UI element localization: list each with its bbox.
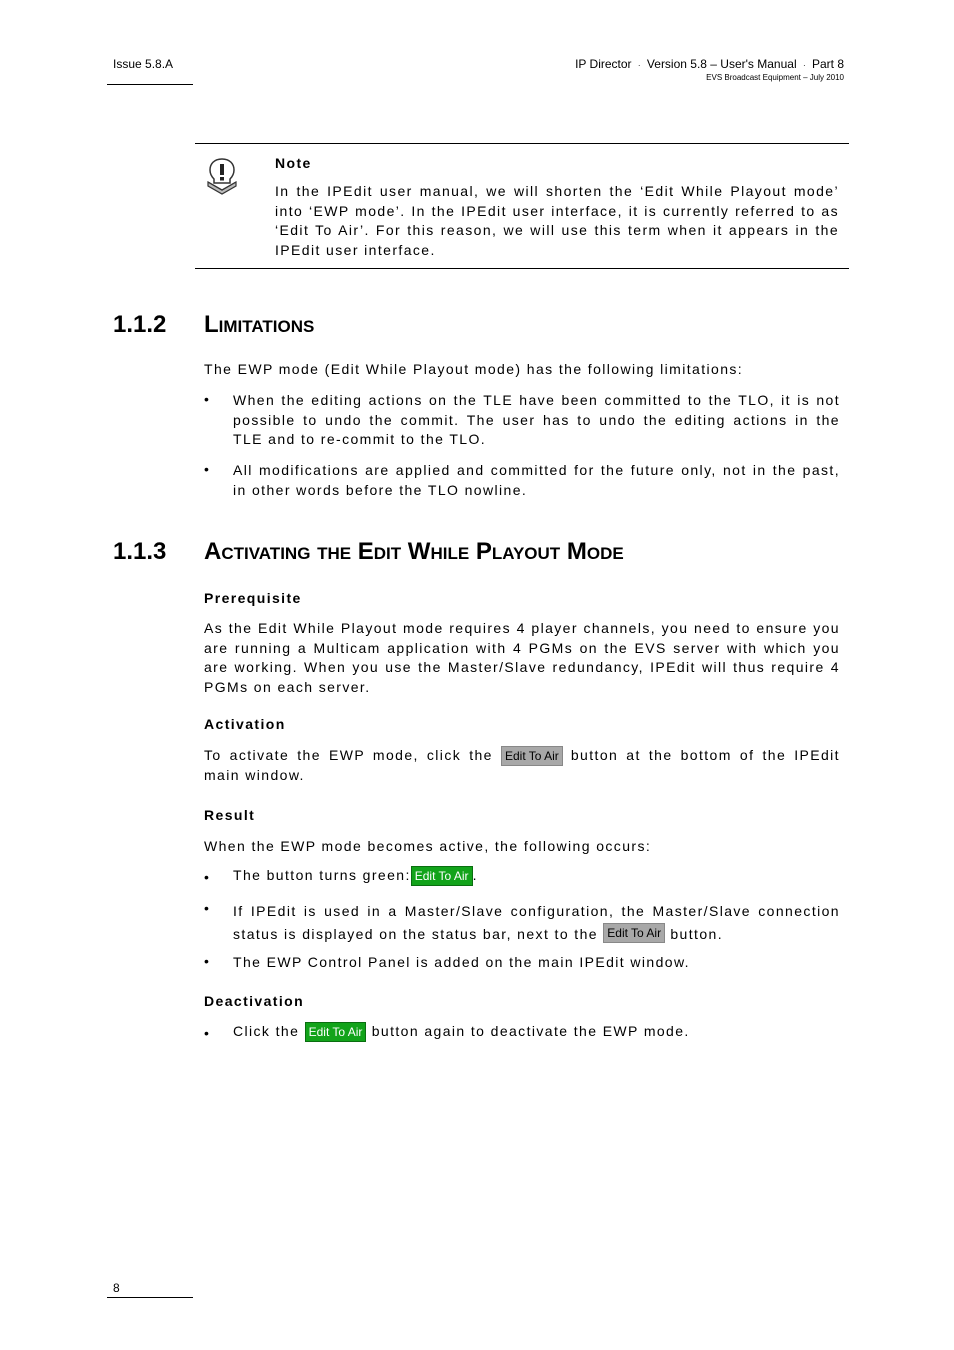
result-heading: Result: [204, 807, 256, 823]
note-title: Note: [275, 155, 312, 171]
edit-to-air-button-green[interactable]: Edit To Air: [411, 866, 473, 886]
result-item: [233, 866, 840, 886]
version-label: Version 5.8 – User's Manual: [646, 57, 797, 71]
deactivation-text-before: Click the: [233, 1023, 300, 1039]
section-112-title: Limitations: [204, 311, 315, 338]
issue-label: Issue 5.8.A: [113, 57, 174, 71]
part-label: Part 8: [811, 57, 844, 71]
result-item: The EWP Control Panel is added on the main IPEdit window.: [233, 954, 690, 970]
result-item-after: .: [472, 867, 478, 883]
section-113-title: Activating the Edit While Playout Mode: [204, 538, 624, 565]
result-item-after: button.: [670, 926, 723, 942]
edit-to-air-button[interactable]: Edit To Air: [501, 746, 563, 766]
product-name: IP Director: [575, 57, 632, 71]
bullet-icon: •: [204, 953, 209, 969]
deactivation-item: [233, 1022, 840, 1042]
bullet-icon: •: [204, 900, 209, 916]
result-item-before: If IPEdit is used in a Master/Slave configuration, the Master/Slave connection status is displayed on the status bar, next to the: [233, 903, 840, 942]
limitation-item: All modifications are applied and committed for the future only, not in the past, in other words before the TLO nowline.: [233, 462, 840, 498]
note-text: In the IPEdit user manual, we will shorten the ‘Edit While Playout mode’ into ‘EWP mode’. In the IPEdit user interface, it is currently referred to as ‘Edit To Air’. For this reason, we will use this term when it appears in the IPEdit user interface.: [275, 183, 839, 258]
prerequisite-heading: Prerequisite: [204, 590, 302, 606]
limitations-intro: The EWP mode (Edit While Playout mode) has the following limitations:: [204, 361, 744, 377]
result-item: [233, 900, 840, 946]
result-item-before: The button turns green:: [233, 867, 411, 883]
bullet-icon: •: [204, 869, 209, 885]
edit-to-air-button[interactable]: Edit To Air: [603, 923, 665, 943]
header-subline: EVS Broadcast Equipment – July 2010: [706, 73, 844, 82]
page-number: 8: [113, 1281, 120, 1295]
activation-heading: Activation: [204, 716, 286, 732]
section-113-number: 1.1.3: [113, 538, 167, 565]
activation-text-before: To activate the EWP mode, click the: [204, 747, 493, 763]
footer-rule: [107, 1297, 193, 1298]
activation-text-after: button at the bottom of the IPEdit main window.: [204, 747, 840, 783]
section-112-number: 1.1.2: [113, 311, 167, 338]
note-warning-icon: [205, 158, 239, 196]
limitation-item: When the editing actions on the TLE have been committed to the TLO, it is not possible to undo the commit. The user has to undo the editing actions in the TLE and to re-commit to the TLO.: [233, 392, 840, 447]
running-header: IP Director · Version 5.8 – User's Manual · Part 8 EVS Broadcast Equipment – July 2010: [575, 57, 844, 82]
prerequisite-text: As the Edit While Playout mode requires 4 player channels, you need to ensure you are running a Multicam application with 4 PGMs on the EVS server with which you are working. When you use the Master/Slave redundancy, IPEdit will thus require 4 PGMs on each server.: [204, 620, 840, 695]
deactivation-heading: Deactivation: [204, 993, 305, 1009]
result-intro: When the EWP mode becomes active, the following occurs:: [204, 838, 652, 854]
bullet-icon: •: [204, 461, 209, 477]
deactivation-text-after: button again to deactivate the EWP mode.: [371, 1023, 690, 1039]
bullet-icon: •: [204, 1025, 209, 1041]
header-rule: [107, 84, 193, 85]
edit-to-air-button-green[interactable]: Edit To Air: [305, 1022, 367, 1042]
bullet-icon: •: [204, 391, 209, 407]
note-box: [195, 143, 849, 269]
activation-text: [204, 746, 840, 786]
